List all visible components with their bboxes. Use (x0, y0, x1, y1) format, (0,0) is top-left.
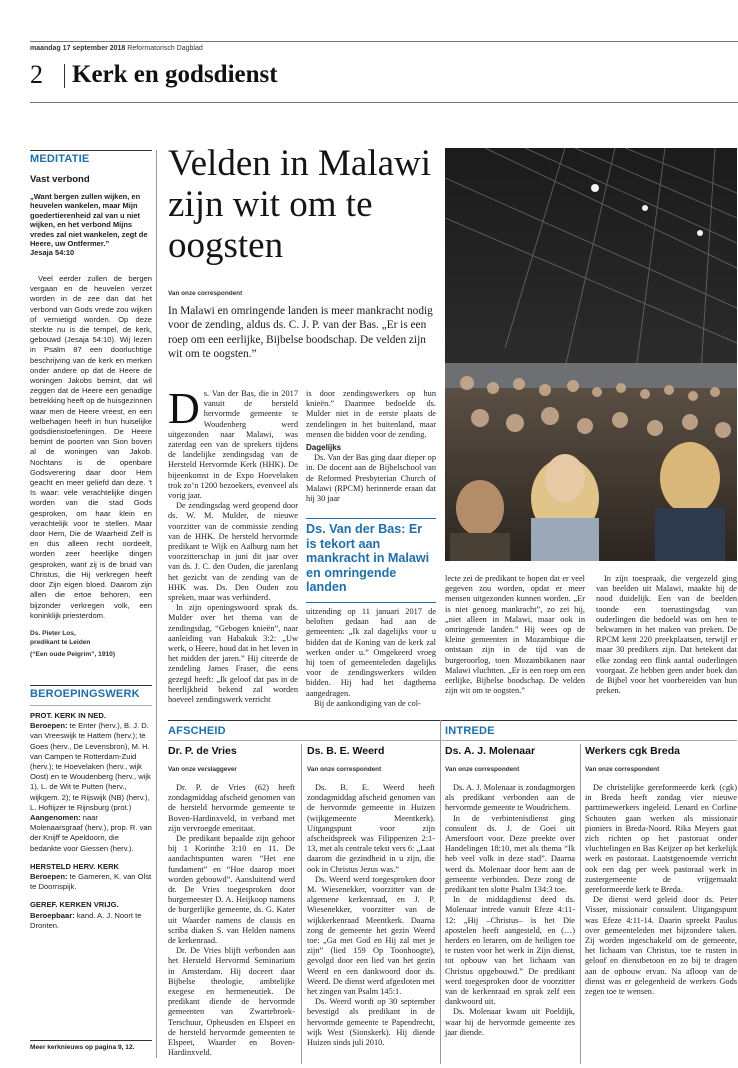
meditatie-author-role: predikant te Leiden (30, 639, 91, 646)
lead-col2-subhead: Dagelijks (306, 443, 342, 453)
beroepingswerk-item-value: te Gameren, K. van Olst te Doornspijk. (30, 872, 152, 892)
beroepingswerk-item (30, 872, 152, 892)
lead-byline: Van onze correspondent (168, 290, 243, 297)
meditatie-author-block (30, 629, 152, 659)
zendingsdag-photo-image (445, 148, 737, 561)
afscheid-1-byline: Van onze verslaggever (168, 766, 237, 773)
intrede-1-body (445, 783, 575, 1038)
afscheid-1-p1: Dr. P. de Vries (62) heeft zondagmiddag afscheid genomen van de hersteld hervormde gemeente te Boven-Hardinxveld, in verband met zijn vervroegde emeritaat. (168, 783, 295, 833)
lead-dropcap: D (168, 384, 200, 433)
lead-col2-p4: Bij de aankondiging van de col- (314, 698, 421, 708)
beroepingswerk-block-head: HERSTELD HERV. KERK (30, 861, 120, 871)
intrede-1-byline: Van onze correspondent (445, 766, 520, 773)
meditatie-author: Ds. Pieter Los, (30, 630, 76, 637)
meditatie-quote-ref: Jesaja 54:10 (30, 248, 75, 258)
meditatie-body: Veel eerder zullen de bergen vergaan en de heuvelen verzet worden in de zee dan dat het verbond van Gods vrede zou wijken of vernietigd worden. Op deze sterkte nu is die tempel, de kerk, gebouwd (Jesaja 54:10). Wij lezen in Psalm 87 een doorluchtige beschrijving van de kerk en merken onder andere op dat de Heere de woningen Jakobs bemint, dat wil zeggen dat de Heere een genadige betrekking heeft op de huisgezinnen waar men de Heere vreest, en een welbehagen heeft in hun huiselijke godsdienstoefeningen. De Heere bemint de poorten van Sion boven al de woningen van Jakob. Nochtans is de openbare Godsverering daar door Hem geacht en meer geliefd dan deze. ’t Is waar: vele verachtelijke dingen worden van die stad Gods gesproken, om haar klein en verachtelijk voor te stellen. Maar door Hem, Die de Waarheid Zelf is en dus alleen recht oordeelt, worden zeer heerlijke dingen gesproken, want zij is de bruid van Christus, die Hij verkregen heeft door Zijn eigen bloed. Daarom zijn allen die ertoe behoren, een bijzonder verkregen volk, een koninklijk priesterdom. (30, 274, 153, 620)
intrede-2-body (585, 783, 737, 997)
afscheid-2-p2: Ds. Weerd werd toegesproken door M. Wiesenekker, voorzitter van de algemene kerkenraad, en J. P. Wiesenekker, voorzitter van de wijkkerkenraad Meentkerk. Daarna zong de gemeente het gezin Weerd toe: „Ga met God en Hij zal met je zijn” (lied 159 Op Toonhoogte), gevolgd door een lied van het gezin Weerd en een dankwoord door ds. Weerd. De dienst werd afgesloten met het zingen van Psalm 145:1. (307, 874, 435, 997)
section-title: Kerk en godsdienst (72, 61, 278, 88)
pullquote: Ds. Van der Bas: Er is tekort aan mankracht in Malawi en omringende landen (306, 522, 430, 595)
intrede-label: INTREDE (445, 725, 495, 737)
lead-column-1 (168, 384, 298, 705)
top-rule (30, 41, 738, 42)
lead-col2-p2: Ds. Van der Bas ging daar dieper op in. De docent aan de Bijbelschool van de Reformed Presbyterian Church of Malawi (RPCM) herinnerde eraan dat hij 30 jaar (306, 453, 436, 504)
lead-intro: In Malawi en omringende landen is meer mankracht nodig voor de zending, aldus ds. C. J. P. van der Bas. „Er is een roep om een eerlijke, Bijbelse boodschap. De velden zijn wit om te oogsten.” (168, 305, 433, 361)
masthead-date: maandag 17 september 2018 (30, 45, 126, 52)
beroepingswerk-sub-rule (30, 705, 152, 706)
intrede-1-p4: Ds. Molenaar kwam uit Poeldijk, waar hij de hervormde gemeente zes jaar diende. (445, 1007, 575, 1037)
afscheid-1-head: Dr. P. de Vries (168, 745, 237, 757)
lead-column-4 (596, 574, 737, 696)
meditatie-rule (30, 150, 152, 151)
lead-headline: Velden in Malawi zijn wit om te oogsten (168, 143, 432, 266)
lead-col1-p2: De zendingsdag werd geopend door ds. W. M. Mulder, de nieuwe voorzitter van de commissie zending van de HHK. De hersteld hervormde predikant te Wijk en Aalburg nam het voorzitterschap in juni dit jaar over van ds. J. C. den Ouden, die jarenlang het gezicht van de zending van de HHK was. Ds. Den Ouden zou spreken, maar was verhinderd. (168, 501, 298, 603)
beroepingswerk-rule (30, 685, 152, 686)
beroepingswerk-item (30, 721, 152, 813)
afscheid-1-body (168, 783, 295, 1058)
beroepingswerk-block-head: PROT. KERK IN NED. (30, 711, 106, 720)
afscheid-2-body (307, 783, 435, 1048)
masthead-bottom-rule (30, 102, 738, 103)
meditatie-label: MEDITATIE (30, 153, 90, 165)
beroepingswerk-item-value: te Enter (herv.), B. J. D. van Vreeswijk te Hattem (herv.); te Goes (herv., De Levensbron), M. H. van Campen te Rotterdam-Zuid (herv.); te Hoevelaken (herv., wijk Oost) en te Woudenberg (herv., wijk 1), L. de Wit te Putten (herv., wijkgem. 2); te Rijswijk (NB) (herv.), L. Hoftijzer te Rijnsburg (prot.) (30, 721, 151, 812)
masthead-date-line (30, 45, 203, 52)
meditatie-title: Vast verbond (30, 174, 90, 185)
beroepingswerk-label: BEROEPINGSWERK (30, 688, 140, 700)
pullquote-rule-bottom (306, 602, 436, 603)
intrede-2-p2: De dienst werd geleid door ds. Peter Visser, missionair consulent. Uitgangspunt was Efeze 4:11-14. Daarin spreekt Paulus over gemeenteleden met bijzondere taken. Zij worden ingeschakeld om de gemeente, het lichaam van Christus, toe te rusten in geloof en dienstbetoon en zo bij te dragen aan de opbouw ervan. Na afloop van de dienst was er gelegenheid de werkers Gods zegen toe te wensen. (585, 895, 737, 997)
intrede-2-byline: Van onze correspondent (585, 766, 660, 773)
lead-column-2 (306, 389, 436, 504)
beroepingswerk-list (30, 711, 152, 931)
col-divider-2 (440, 720, 441, 1064)
lead-col4-p1: In zijn toespraak, die vergezeld ging van beelden uit Malawi, maakte hij de nood duidelijk. Een van de beelden toonde een toerustingsdag van ouderlingen die bedoeld was om hen te bekwamen in het maken van preken. De RPCM kent 220 preekplaatsen, terwijl er maar 30 predikers zijn. Dat betekent dat elke zondag een flink aantal ouderlingen voorgaat. Ze hebben geen ander boek dan de Bijbel voor het voorbereiden van hun preken. (596, 574, 737, 696)
lead-col2-p3: uitzending op 11 januari 2017 de beloften gedaan had aan de gemeenten: „Ik zal dagelijks voor u bidden dat de Koning van de kerk zal werken onder u.” Omgekeerd vroeg hij toen of gemeenteleden dagelijks voor de zendingswerkers wilden bidden. Hij had het dagthema aangedragen. (306, 607, 436, 698)
lower-section-rule (168, 720, 737, 721)
intrede-1-p3: In de middagdienst deed ds. Molenaar intrede vanuit Efeze 4:11-12: „Hij –Christus– is het Die apostelen heeft aangesteld, en (…) herders en leraren, om de heiligen toe te rusten voor het werk in Zijn dienst, tot opbouw van het lichaam van Christus opgebouwd.” De predikant werd toegesproken door de voorzitter van de kerkenraad en sprak zelf een dankwoord uit. (445, 895, 575, 1007)
afscheid-2-p3: Ds. Weerd wordt op 30 september bevestigd als predikant in de hervormde gemeente te Papendrecht, wijk West (Sionskerk). Hij diende Huizen sinds juli 2010. (307, 997, 435, 1048)
beroepingswerk-item-value: kand. A. J. Noort te Dronten. (30, 910, 142, 930)
afscheid-2-p1: Ds. B. E. Weerd heeft zondagmiddag afscheid genomen van de hervormde gemeente in Huizen (wijkgemeente Meentkerk). Uitgangspunt voor zijn afscheidspreek was Filippenzen 2:1-13, met als centrale tekst vers 6: „Laat daarom die gezindheid in u zijn, die ook in Christus Jezus was.” (307, 783, 435, 874)
masthead-divider (64, 64, 65, 88)
beroepingswerk-item-key: Beroepen: (30, 872, 68, 882)
beroepingswerk-item-key: Beroepbaar: (30, 910, 75, 920)
intrede-2-p1: De christelijke gereformeerde kerk (cgk) in Breda heeft zondag vier nieuwe parttimewerkers ingeleid. Lenard en Corline Schouten gaan werken als missionair pioniers in Breda-Noord. Rika Meyers gaat zich richten op het pastoraat onder vluchtelingen en Bas Keijzer op het kerkelijk werk en pastoraat. Laatstgenoemde verricht ook een dag per week pastoraal werk in zustergemeente de vrijgemaakt gereformeerde kerk te Breda. (585, 783, 737, 895)
beroepingswerk-item (30, 911, 152, 931)
footer-rule (30, 1040, 152, 1041)
lead-col1-p3: In zijn openingswoord sprak ds. Mulder over het thema van de zendingsdag, “Gebogen knieën”, naar aanleiding van Habakuk 3:2: „Uw werk, o Heere, houd dat in het leven in het midden der jaren.” Hij citeerde de zendeling James Fraser, die eens gezegd heeft: „Ik geloof dat pas in de heerlijkheid bekend zal worden hoeveel zendingswerk verricht (168, 603, 298, 705)
intrede-1-p1: Ds. A. J. Molenaar is zondagmorgen als predikant verbonden aan de hervormde gemeente te Woudrichem. (445, 783, 575, 813)
beroepingswerk-item (30, 813, 152, 854)
lead-col2-p1: is door zendingswerkers op hun knieën.” Daarmee bedoelde ds. Mulder niet in de eerste plaats de zendelingen in het buitenland, maar mensen die bidden voor de zending. (306, 389, 436, 439)
afscheid-2-head: Ds. B. E. Weerd (307, 745, 385, 757)
meditatie-quote (30, 192, 152, 258)
masthead-paper: Reformatorisch Dagblad (127, 45, 203, 52)
lead-column-3 (445, 574, 585, 696)
intrede-2-head: Werkers cgk Breda (585, 745, 680, 757)
pullquote-rule-top (306, 518, 436, 519)
meditatie-quote-text: „Want bergen zullen wijken, en heuvelen wankelen, maar Mijn goedertierenheid zal van u niet wijken, en het verbond Mijns vredes zal niet wankelen, zegt de Heere, uw Ontfermer.” (30, 192, 148, 249)
col-divider-1 (301, 744, 302, 1064)
lower-section-sub-rule (168, 740, 737, 741)
more-news-link[interactable]: Meer kerknieuws op pagina 9, 12. (30, 1044, 135, 1051)
lead-col1-first: s. Van der Bas, die in 2017 vanuit de hersteld hervormde gemeente te Woudenberg werd uitgezonden naar Malawi, was zaterdag een van de sprekers tijdens de landelijke zendingsdag van de Hersteld Hervormde Kerk (HHK). De bijeenkomst in de Expo Hoevelaken trok zo’n 1200 bezoekers, evenveel als vorig jaar. (168, 389, 298, 501)
lead-column-2b (306, 607, 436, 709)
lead-col3-p1: lecte zei de predikant te hopen dat er veel gegeven zou worden, opdat er meer mensen uitgezonden kunnen worden. „Er is niet genoeg mankracht”, zo zei hij, „niet alleen in Malawi, maar ook in omringende landen.” Hij wees op de kleine gemeenten in Mozambique die ontstaan zijn in de tijd van de burgeroorlog, toen Mozambikanen naar Malawi vluchtten. „Er is een roep om een eerlijke, Bijbelse boodschap. De velden zijn wit om te oogsten.” (445, 574, 585, 696)
beroepingswerk-item-key: Beroepen: (30, 721, 68, 731)
afscheid-label: AFSCHEID (168, 725, 226, 737)
afscheid-1-p2: De predikant bepaalde zijn gehoor bij 1 Korinthe 3:10 en 11. De aandachtspunten waren “Het ene fundament” en “Hoe daarop moet worden gebouwd”. Aansluitend werd dr. De Vries toegesproken door burgemeester D. A. Heijkoop namens de burgerlijke gemeente, ds. G. Kater uit Waarder namens de classis en scriba diaken S. van Helden namens de kerkenraad. (168, 834, 295, 946)
zendingsdag-photo (445, 148, 737, 561)
intrede-1-head: Ds. A. J. Molenaar (445, 745, 536, 757)
meditatie-source: (“Een oude Pelgrim”, 1910) (30, 651, 116, 658)
col-divider-3 (580, 744, 581, 1064)
beroepingswerk-item-value: naar Molenaarsgraaf (herv.), prop. R. van der Knijff te Apeldoorn, die bedankte voor Giessen (herv.). (30, 813, 152, 853)
afscheid-2-byline: Van onze correspondent (307, 766, 382, 773)
beroepingswerk-item-key: Aangenomen: (30, 813, 81, 823)
sidebar-divider (156, 150, 157, 1058)
beroepingswerk-block-head: GEREF. KERKEN VRIJG. (30, 900, 119, 910)
afscheid-1-p3: Dr. De Vries blijft verbonden aan het Hersteld Hervormd Seminarium in Amsterdam. Hij doceert daar Bijbelse theologie, ambtelijke exegese en hermeneutiek. De predikant diende de hervormde gemeenten van Zwartebroek-Terschuur, Opheusden en Elspeet en de hersteld hervormde gemeenten te Elspeet, Waarder en Boven-Hardinxveld. (168, 946, 295, 1058)
intrede-1-p2: In de verbintenisdienst ging consulent ds. J. de Goei uit Amersfoort voor. Deze preekte over Handelingen 18:10, met als thema “Ik heb veel volk in deze stad”. Daarna werd ds. Molenaar door hem aan de gemeente verbonden. Deze zong de predikant ten slotte Psalm 134:3 toe. (445, 813, 575, 895)
page-number: 2 (30, 60, 43, 89)
